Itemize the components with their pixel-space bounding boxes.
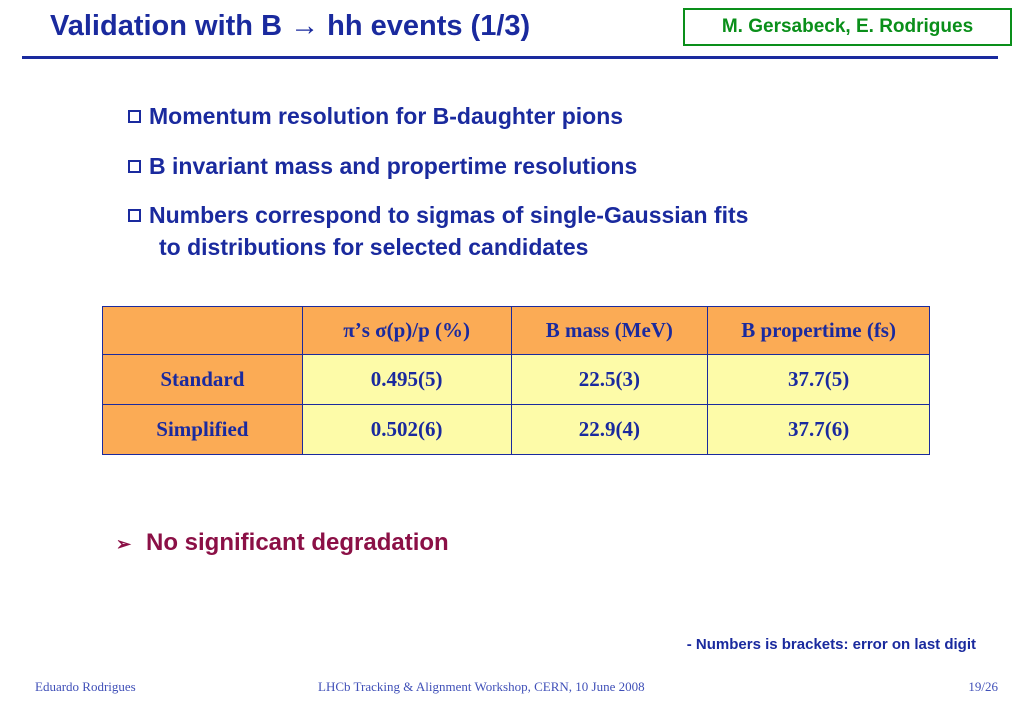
bullet-text-continuation: to distributions for selected candidates [159,234,589,260]
authors-box: M. Gersabeck, E. Rodrigues [683,8,1012,46]
table-header-row [103,307,930,355]
title-underline [22,56,998,59]
footer-event: LHCb Tracking & Alignment Workshop, CERN, 10 June 2008 [318,679,645,694]
checkbox-bullet-icon [128,160,141,173]
table-cell: 22.5(3) [511,355,708,405]
footer-author: Eduardo Rodrigues [35,679,136,694]
bracket-note: - Numbers is brackets: error on last digit [686,636,976,653]
header-b-mass: B mass (MeV) [511,307,708,355]
arrow-bullet-icon: ➢ [116,534,132,554]
results-table [102,306,930,455]
table-cell: 37.7(5) [708,355,930,405]
bullet-item [128,199,748,263]
row-label-simplified: Simplified [103,405,303,455]
header-momentum-resolution: π’s σ(p)/p (%) [302,307,511,355]
table-cell: 37.7(6) [708,405,930,455]
header-empty-cell [103,307,303,355]
table-cell: 22.9(4) [511,405,708,455]
checkbox-bullet-icon [128,110,141,123]
table-row [103,405,930,455]
conclusion-line [116,529,449,557]
bullet-item [128,100,623,132]
row-label-standard: Standard [103,355,303,405]
table-cell: 0.495(5) [302,355,511,405]
checkbox-bullet-icon [128,209,141,222]
table-row [103,355,930,405]
table-cell: 0.502(6) [302,405,511,455]
conclusion-text: No significant degradation [146,529,449,556]
bullet-text: B invariant mass and propertime resolutions [149,153,638,179]
bullet-item [128,150,637,182]
slide-title: Validation with B → hh events (1/3) [50,10,531,42]
header-b-propertime: B propertime (fs) [708,307,930,355]
footer-page-number: 19/26 [968,679,998,694]
bullet-text: Numbers correspond to sigmas of single-Gaussian fits [149,202,749,228]
bullet-text: Momentum resolution for B-daughter pions [149,103,624,129]
